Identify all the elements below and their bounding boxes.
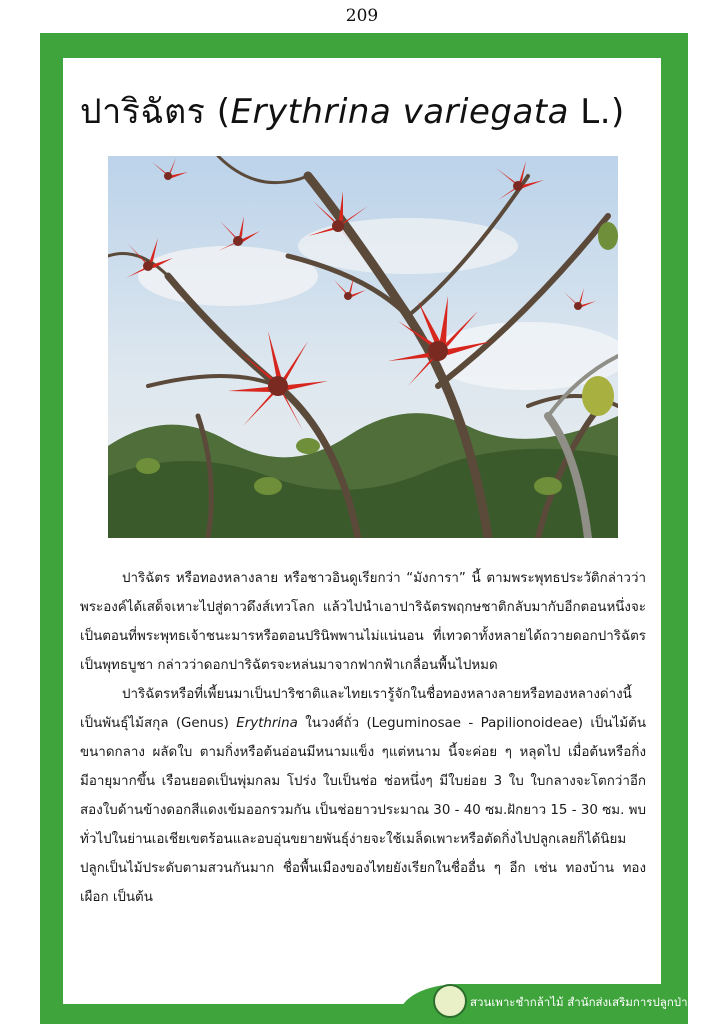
- title-latin-name: Erythrina variegata: [230, 92, 569, 132]
- page-number: 209: [345, 6, 379, 26]
- body-text: [80, 564, 646, 912]
- paragraph-2: [80, 680, 646, 912]
- title-author: L.): [568, 92, 625, 132]
- paragraph-2-part-2: ในวงศ์ถั่ว (Leguminosae - Papilionoideae) เป็นไม้ต้นขนาดกลาง ผลัดใบ ตามกิ่งหรือต้นอ่อนมีหนามแข็ง ๆแต่หนาม นี้จะค่อย ๆ หลุดไป เมื่อต้นหรือกิ่งมีอายุมากขึ้น เรือนยอดเป็นพุ่มกลม โปร่ง ใบเป็นช่อ ช่อหนึ่งๆ มีใบย่อย 3 ใบ ใบกลางจะโตกว่าอีกสองใบด้านข้างดอกสีแดงเข้มออกรวมกัน เป็นช่อยาวประมาณ 30 - 40 ซม.ฝักยาว 15 - 30 ซม. พบทั่วไปในย่านเอเชียเขตร้อนและอบอุ่นขยายพันธุ์ง่ายจะใช้เมล็ดเพาะหรือตัดกิ่งไปปลูกเลยก็ได้นิยม ปลูกเป็นไม้ประดับตามสวนกันมาก ชื่อพื้นเมืองของไทยยังเรียกในชื่ออื่น ๆ อีก เช่น ทองบ้าน ทองเผือก เป็นต้น: [80, 716, 646, 905]
- genus-name: Erythrina: [236, 716, 298, 731]
- forestry-seal-icon: [433, 984, 467, 1018]
- photo-illustration: [108, 156, 618, 538]
- footer-text: สวนเพาะชำกล้าไม้ สำนักส่งเสริมการปลูกป่า: [470, 995, 688, 1009]
- paragraph-2-part-1: ปาริฉัตรหรือที่เพี้ยนมาเป็นปาริชาติและไทยเรารู้จักในชื่อทองหลางลายหรือทองหลางด่างนี้ เป็นพันธุ์ไม้สกุล (Genus): [80, 687, 632, 731]
- paragraph-1: ปาริฉัตร หรือทองหลางลาย หรือชาวอินดูเรียกว่า “มังการา” นี้ ตามพระพุทธประวัติกล่าวว่า พระองค์ได้เสด็จเหาะไปสู่ดาวดึงส์เทวโลก แล้วไปนำเอาปาริฉัตรพฤกษชาติกลับมากับอีกตอนหนึ่งจะเป็นตอนที่พระพุทธเจ้าชนะมารหรือตอนปรินิพพานไม่แน่นอน ที่เทวดาทั้งหลายได้ถวายดอกปาริฉัตรเป็นพุทธบูชา กล่าวว่าดอกปาริฉัตรจะหล่นมาจากฟากฟ้าเกลื่อนพื้นไปหมด: [80, 571, 646, 673]
- flowering-tree-photo: [108, 156, 618, 538]
- page-title: [80, 84, 660, 138]
- title-thai: ปาริฉัตร (: [80, 92, 231, 132]
